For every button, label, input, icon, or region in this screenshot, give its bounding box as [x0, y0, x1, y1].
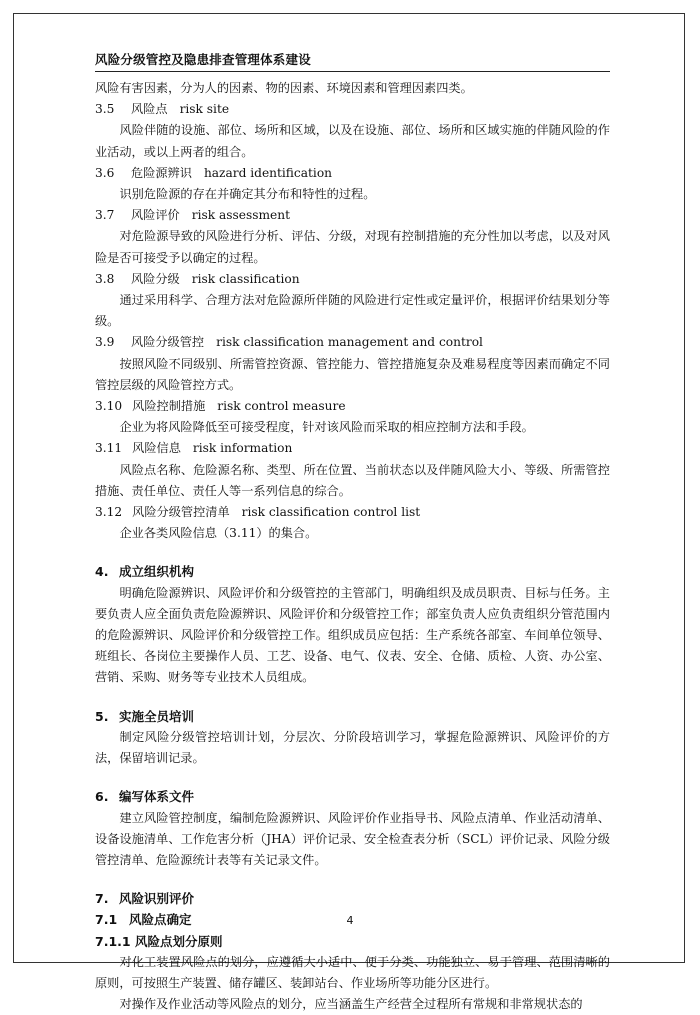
term-definition: 通过采用科学、合理方法对危险源所伴随的风险进行定性或定量评价，根据评价结果划分等级。: [95, 293, 610, 329]
term-definitions: [95, 99, 610, 544]
term-english: risk classification control list: [241, 505, 421, 520]
term-heading: [95, 269, 610, 290]
term-definition: 按照风险不同级别、所需管控资源、管控能力、管控措施复杂及难易程度等因素而确定不同管控层级的风险管控方式。: [95, 356, 610, 392]
term-definition: 识别危险源的存在并确定其分布和特性的过程。: [119, 187, 376, 202]
term-heading: [95, 502, 610, 523]
section-body: 明确危险源辨识、风险评价和分级管控的主管部门，明确组织及成员职责、目标与任务。主要负责人应全面负责危险源辨识、风险评价和分级管控工作；部室负责人应负责组织分管范围内的危险源辨识、风险评价和分级管控工作。组织成员应包括：生产系统各部室、车间单位领导、班组长、各岗位主要操作人员、工艺、设备、电气、仪表、安全、仓储、质检、人资、办公室、营销、采购、财务等专业技术人员组成。: [95, 585, 610, 685]
section-heading: 7. 风险识别评价: [95, 891, 195, 907]
term-heading: [95, 396, 610, 417]
term-definition: 风险伴随的设施、部位、场所和区域，以及在设施、部位、场所和区域实施的伴随风险的作业活动，或以上两者的组合。: [95, 123, 610, 159]
term-chinese: 风险评价: [131, 208, 180, 223]
term-chinese: 风险分级管控: [131, 335, 205, 350]
term-number: 3.12: [95, 505, 123, 520]
term-chinese: 风险信息: [132, 441, 181, 456]
subsubsection-heading: 7.1.1 风险点划分原则: [95, 933, 223, 949]
term-english: risk control measure: [217, 399, 346, 414]
term-english: hazard identification: [203, 165, 333, 180]
term-chinese: 风险控制措施: [132, 399, 206, 414]
section-body: 建立风险管控制度，编制危险源辨识、风险评价作业指导书、风险点清单、作业活动清单、设备设施清单、工作危害分析（JHA）评价记录、安全检查表分析（SCL）评价记录、风险分级管控清单、危险源统计表等有关记录文件。: [95, 810, 610, 867]
term-english: risk classification: [191, 271, 300, 286]
term-heading: [95, 205, 610, 226]
term-heading: [95, 332, 610, 353]
term-english: risk assessment: [191, 208, 290, 223]
term-number: 3.6: [95, 165, 115, 180]
document-body: [95, 78, 610, 1015]
section-7: [95, 871, 610, 1015]
term-chinese: 风险点: [131, 102, 168, 117]
section-body: 制定风险分级管控培训计划，分层次、分阶段培训学习，掌握危险源辨识、风险评价的方法，保留培训记录。: [95, 729, 610, 766]
term-definition: 对危险源导致的风险进行分析、评估、分级，对现有控制措施的充分性加以考虑，以及对风险是否可接受予以确定的过程。: [95, 229, 610, 265]
page-number: 4: [346, 914, 354, 927]
term-definition: 企业为将风险降低至可接受程度，针对该风险而采取的相应控制方法和手段。: [119, 420, 534, 435]
running-header: 风险分级管控及隐患排查管理体系建设: [95, 52, 311, 67]
section-heading: 6. 编写体系文件: [95, 789, 195, 805]
paragraph: 对操作及作业活动等风险点的划分，应当涵盖生产经营全过程所有常规和非常规状态的: [119, 997, 583, 1012]
term-chinese: 危险源辨识: [131, 165, 192, 180]
term-number: 3.10: [95, 399, 123, 414]
subsection-heading: 7.1 风险点确定: [95, 912, 192, 928]
term-heading: [95, 438, 610, 459]
term-number: 3.7: [95, 208, 115, 223]
term-english: risk information: [192, 441, 293, 456]
term-english: risk site: [179, 102, 230, 117]
header-rule: [95, 71, 610, 72]
term-definition: 企业各类风险信息（3.11）的集合。: [119, 526, 318, 541]
term-chinese: 风险分级管控清单: [132, 505, 230, 520]
section-heading: 5. 实施全员培训: [95, 708, 195, 724]
term-definition: 风险点名称、危险源名称、类型、所在位置、当前状态以及伴随风险大小、等级、所需管控措施、责任单位、责任人等一系列信息的综合。: [95, 462, 610, 498]
term-number: 3.5: [95, 102, 115, 117]
term-heading: [95, 99, 610, 120]
term-number: 3.9: [95, 335, 115, 350]
paragraph: 对化工装置风险点的划分，应遵循大小适中、便于分类、功能独立、易于管理、范围清晰的原则，可按照生产装置、储存罐区、装卸站台、作业场所等功能分区进行。: [95, 954, 610, 990]
term-heading: [95, 163, 610, 184]
term-number: 3.8: [95, 271, 115, 286]
term-number: 3.11: [95, 441, 123, 456]
carryover-line: 风险有害因素，分为人的因素、物的因素、环境因素和管理因素四类。: [95, 81, 473, 95]
term-english: risk classification management and control: [216, 335, 483, 350]
numbered-sections: [95, 544, 610, 871]
section-heading: 4. 成立组织机构: [95, 564, 195, 580]
term-chinese: 风险分级: [131, 271, 180, 286]
